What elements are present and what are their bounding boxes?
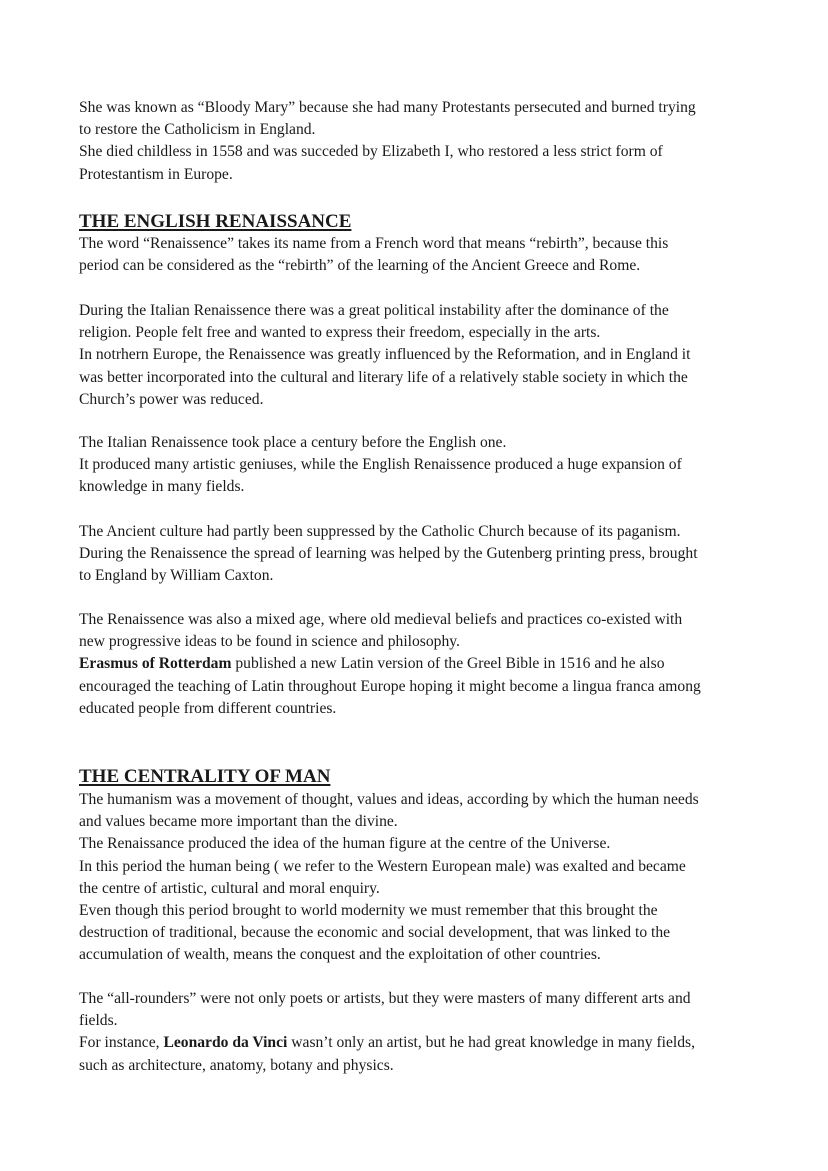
text-line: The humanism was a movement of thought, values and ideas, according by which the human needs: [79, 791, 699, 808]
paragraph: [79, 432, 759, 499]
text-line: Even though this period brought to world modernity we must remember that this brought the: [79, 902, 658, 920]
text-line: The Ancient culture had partly been suppressed by the Catholic Church because of its paganism.: [79, 523, 681, 540]
text-line: was better incorporated into the cultural and literary life of a relatively stable society in which the: [79, 368, 688, 386]
paragraph: [79, 988, 759, 1077]
text-line: The Italian Renaissence took place a century before the English one.: [79, 434, 507, 451]
text-line: accumulation of wealth, means the conquest and the exploitation of other countries.: [79, 946, 601, 964]
text-line: The Renaissance produced the idea of the human figure at the centre of the Universe.: [79, 835, 611, 853]
intro-paragraph: [79, 97, 759, 186]
text-line: to England by William Caxton.: [79, 567, 274, 585]
text-line: and values became more important than the divine.: [79, 813, 398, 831]
paragraph: [79, 521, 759, 588]
text-line: destruction of traditional, because the economic and social development, that was linked to the: [79, 924, 671, 942]
leonardo-name: Leonardo da Vinci: [163, 1034, 288, 1052]
text-line-leonardo: [79, 1032, 759, 1054]
text-line: She was known as “Bloody Mary” because she had many Protestants persecuted and burned trying: [79, 99, 696, 116]
text-line: In notrhern Europe, the Renaissence was greatly influenced by the Reformation, and in England it: [79, 346, 691, 364]
text-line: The Renaissence was also a mixed age, where old medieval beliefs and practices co-existed with: [79, 611, 683, 628]
text-line: educated people from different countries.: [79, 699, 337, 717]
text-line-erasmus: [79, 653, 759, 675]
section-heading-centrality-of-man: THE CENTRALITY OF MAN: [79, 766, 331, 787]
section-heading-english-renaissance: THE ENGLISH RENAISSANCE: [79, 211, 352, 232]
text-line: In this period the human being ( we refer to the Western European male) was exalted and became: [79, 857, 686, 875]
leonardo-text: wasn’t only an artist, but he had great knowledge in many fields,: [287, 1034, 696, 1052]
leonardo-prefix: For instance,: [79, 1034, 164, 1052]
paragraph: [79, 300, 759, 411]
text-line: knowledge in many fields.: [79, 478, 245, 496]
paragraph: [79, 609, 759, 720]
text-line: religion. People felt free and wanted to express their freedom, especially in the arts.: [79, 324, 601, 342]
text-line: The “all-rounders” were not only poets or artists, but they were masters of many different arts and: [79, 990, 691, 1007]
text-line: During the Renaissence the spread of learning was helped by the Gutenberg printing press, brought: [79, 545, 698, 563]
paragraph: [79, 789, 759, 967]
erasmus-text: published a new Latin version of the Greel Bible in 1516 and he also: [231, 655, 665, 673]
text-line: encouraged the teaching of Latin throughout Europe hoping it might become a lingua franca among: [79, 677, 701, 695]
text-line: to restore the Catholicism in England.: [79, 121, 316, 139]
text-line: During the Italian Renaissence there was a great political instability after the dominance of the: [79, 302, 669, 319]
text-line: new progressive ideas to be found in science and philosophy.: [79, 633, 460, 651]
text-line: The word “Renaissence” takes its name from a French word that means “rebirth”, because this: [79, 235, 669, 252]
text-line: fields.: [79, 1012, 118, 1030]
text-line: Church’s power was reduced.: [79, 390, 264, 408]
text-line: Protestantism in Europe.: [79, 165, 233, 183]
text-line: It produced many artistic geniuses, while the English Renaissence produced a huge expansion of: [79, 456, 682, 474]
text-line: the centre of artistic, cultural and moral enquiry.: [79, 879, 380, 897]
text-line: such as architecture, anatomy, botany and physics.: [79, 1056, 394, 1074]
text-line: period can be considered as the “rebirth” of the learning of the Ancient Greece and Rome.: [79, 257, 641, 275]
erasmus-name: Erasmus of Rotterdam: [79, 655, 232, 673]
text-line: She died childless in 1558 and was succeded by Elizabeth I, who restored a less strict form of: [79, 143, 663, 161]
paragraph: [79, 233, 759, 277]
